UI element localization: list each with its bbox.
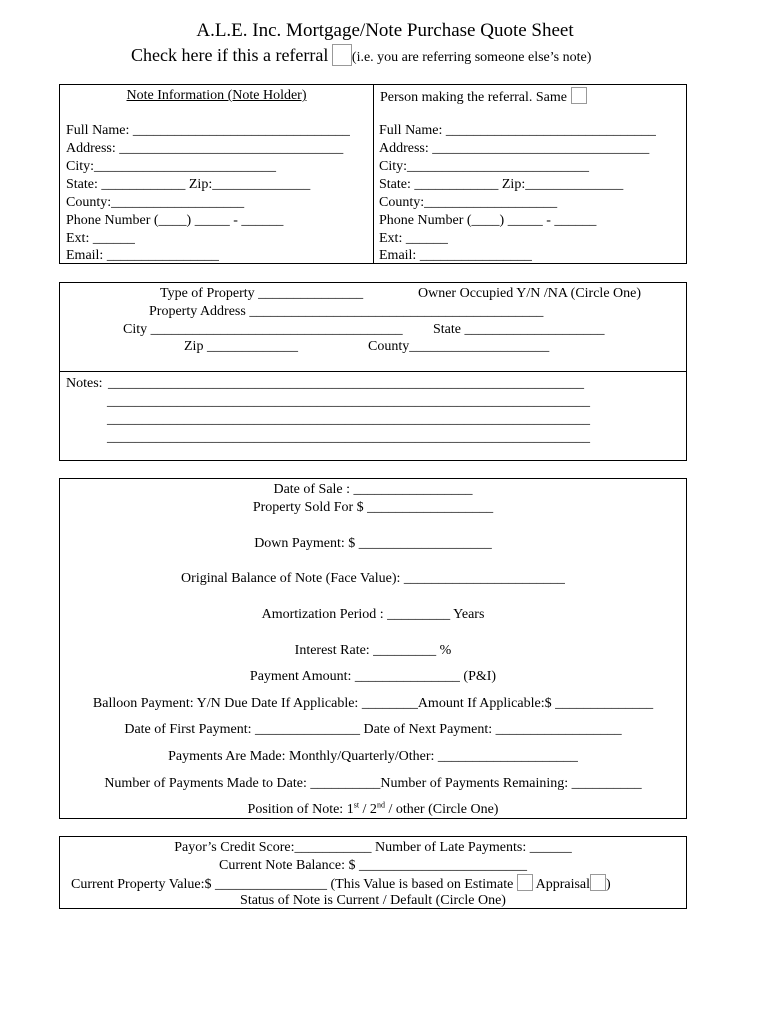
appraisal-checkbox[interactable] <box>590 874 606 891</box>
notes-label: Notes: <box>66 376 103 391</box>
balloon-payment-field[interactable]: Balloon Payment: Y/N Due Date If Applicable: ________Amount If Applicable:$ ______________ <box>92 696 654 711</box>
referrer-state-zip-field[interactable]: State: ____________ Zip:______________ <box>379 177 624 192</box>
property-city-field[interactable]: City ____________________________________ <box>123 322 403 337</box>
date-of-sale-field[interactable]: Date of Sale : _________________ <box>273 482 473 497</box>
same-checkbox[interactable] <box>571 87 587 104</box>
position-prefix: Position of Note: 1 <box>247 802 354 817</box>
referrer-full-name-field[interactable]: Full Name: ______________________________ <box>379 123 656 138</box>
property-county-field[interactable]: County____________________ <box>368 339 550 354</box>
amortization-field[interactable]: Amortization Period : _________ Years <box>261 607 485 622</box>
notes-line-3[interactable]: _____________________________________________________________________ <box>107 412 590 427</box>
position-of-note-field[interactable] <box>60 801 686 818</box>
owner-occupied-field[interactable]: Owner Occupied Y/N /NA (Circle One) <box>418 286 642 301</box>
referrer-phone-field[interactable]: Phone Number (____) _____ - ______ <box>379 213 597 228</box>
property-type-field[interactable]: Type of Property _______________ <box>160 286 364 301</box>
referral-checkbox[interactable] <box>332 44 352 66</box>
current-note-balance-field[interactable]: Current Note Balance: $ ________________________ <box>219 858 527 873</box>
note-status-field[interactable]: Status of Note is Current / Default (Circle One) <box>240 893 506 908</box>
payment-dates-field[interactable]: Date of First Payment: _______________ Date of Next Payment: __________________ <box>124 722 622 737</box>
interest-rate-field[interactable]: Interest Rate: _________ % <box>294 643 452 658</box>
note-holder-heading: Note Information (Note Holder) <box>126 88 307 103</box>
notes-line-2[interactable]: _____________________________________________________________________ <box>107 394 590 409</box>
referral-row <box>131 44 591 66</box>
holder-phone-field[interactable]: Phone Number (____) _____ - ______ <box>66 213 284 228</box>
position-sup-first: st <box>353 800 360 810</box>
notes-line-4[interactable]: _____________________________________________________________________ <box>107 430 590 445</box>
position-sup-second: nd <box>376 800 385 810</box>
notes-divider <box>60 371 686 372</box>
property-zip-field[interactable]: Zip _____________ <box>184 339 298 354</box>
holder-county-field[interactable]: County:___________________ <box>66 195 245 210</box>
property-address-field[interactable]: Property Address __________________________________________ <box>149 304 544 319</box>
page-title: A.L.E. Inc. Mortgage/Note Purchase Quote Sheet <box>196 20 574 41</box>
position-mid: / 2 <box>359 802 377 817</box>
notes-line-1[interactable]: ____________________________________________________________________ <box>108 376 584 391</box>
holder-ext-field[interactable]: Ext: ______ <box>66 231 135 246</box>
payment-amount-field[interactable]: Payment Amount: _______________ (P&I) <box>249 669 497 684</box>
referrer-heading: Person making the referral. Same <box>380 90 567 105</box>
original-balance-field[interactable]: Original Balance of Note (Face Value): _______________________ <box>181 571 565 586</box>
referral-label: Check here if this a referral <box>131 45 329 65</box>
referrer-city-field[interactable]: City:__________________________ <box>379 159 590 174</box>
credit-score-field[interactable]: Payor’s Credit Score:___________ Number of Late Payments: ______ <box>174 840 572 855</box>
close-paren: ) <box>606 877 611 892</box>
referrer-email-field[interactable]: Email: ________________ <box>379 248 532 263</box>
referrer-county-field[interactable]: County:___________________ <box>379 195 558 210</box>
referral-note: (i.e. you are referring someone else’s note) <box>351 50 592 65</box>
position-suffix: / other (Circle One) <box>384 802 499 817</box>
referrer-address-field[interactable]: Address: _______________________________ <box>379 141 650 156</box>
referrer-ext-field[interactable]: Ext: ______ <box>379 231 448 246</box>
property-value-field[interactable]: Current Property Value:$ ________________ (This Value is based on Estimate <box>71 877 514 892</box>
holder-address-field[interactable]: Address: ________________________________ <box>66 141 344 156</box>
estimate-checkbox[interactable] <box>517 874 533 891</box>
holder-city-field[interactable]: City:__________________________ <box>66 159 277 174</box>
referrer-heading-row <box>380 87 587 106</box>
column-divider <box>373 85 374 263</box>
property-value-row <box>71 874 611 893</box>
down-payment-field[interactable]: Down Payment: $ ___________________ <box>254 536 492 551</box>
property-sold-for-field[interactable]: Property Sold For $ __________________ <box>252 500 494 515</box>
appraisal-label: Appraisal <box>535 877 591 892</box>
property-state-field[interactable]: State ____________________ <box>433 322 605 337</box>
holder-email-field[interactable]: Email: ________________ <box>66 248 219 263</box>
holder-full-name-field[interactable]: Full Name: _______________________________ <box>66 123 350 138</box>
holder-state-zip-field[interactable]: State: ____________ Zip:______________ <box>66 177 311 192</box>
payment-frequency-field[interactable]: Payments Are Made: Monthly/Quarterly/Other: ____________________ <box>168 749 578 764</box>
number-of-payments-field[interactable]: Number of Payments Made to Date: __________Number of Payments Remaining: __________ <box>104 776 642 791</box>
